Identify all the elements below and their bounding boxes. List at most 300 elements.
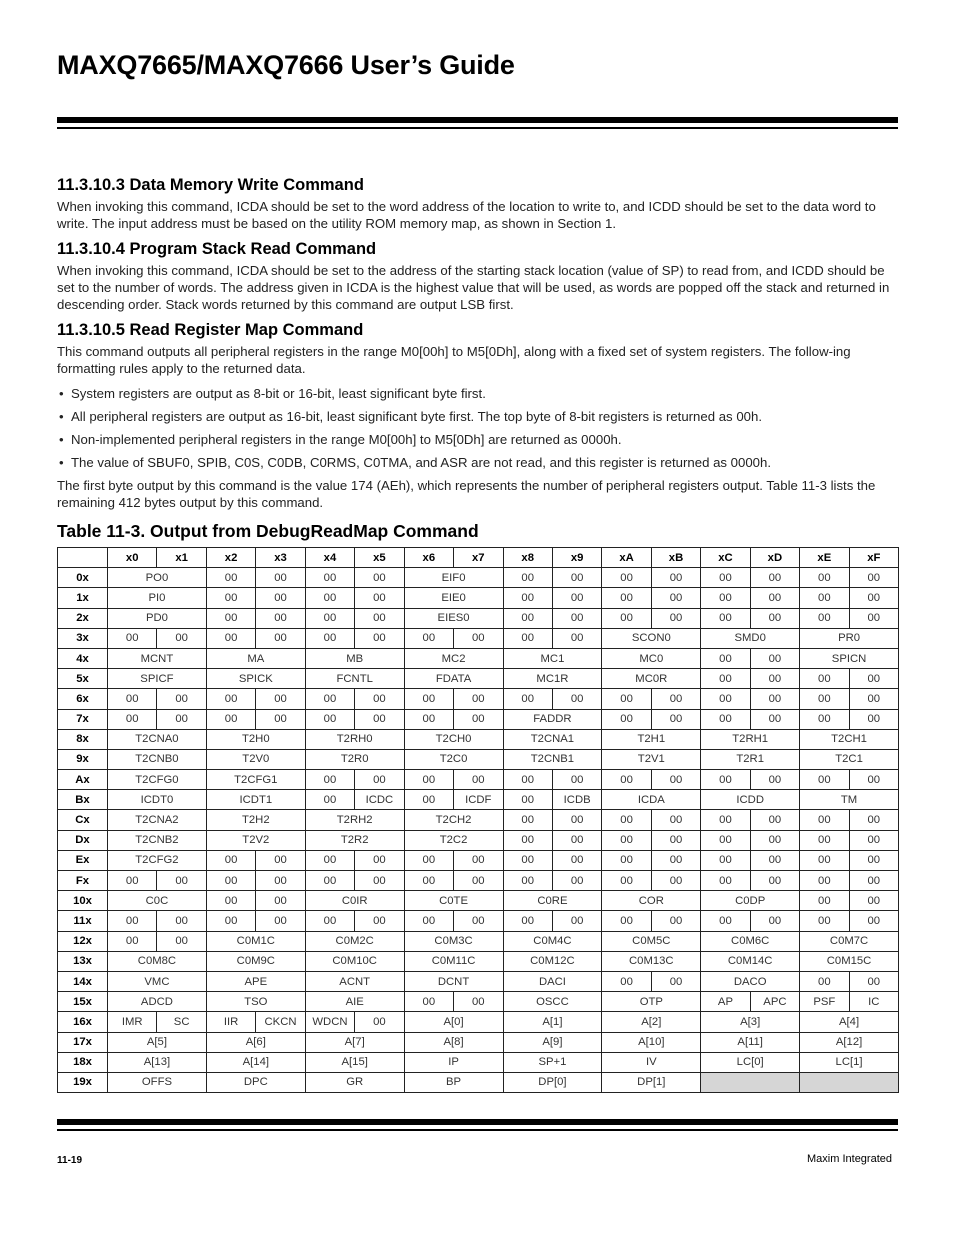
register-cell: EIE0 (404, 588, 503, 608)
register-cell: A[1] (503, 1012, 602, 1032)
register-cell: 00 (108, 931, 157, 951)
register-cell: 00 (404, 850, 453, 870)
register-cell: 00 (849, 911, 898, 931)
column-header: xA (602, 548, 651, 568)
register-cell: 00 (849, 850, 898, 870)
list-item: • Non-implemented peripheral registers in the range M0[00h] to M5[0Dh] are returned as 0000h. (59, 432, 622, 447)
register-cell: 00 (206, 588, 255, 608)
register-cell: 00 (454, 770, 503, 790)
register-cell: T2CNA0 (108, 729, 207, 749)
register-cell: 00 (305, 588, 354, 608)
register-cell: 00 (355, 1012, 404, 1032)
register-cell: 00 (108, 871, 157, 891)
table-row (58, 669, 899, 689)
register-cell: MC1 (503, 648, 602, 668)
register-cell: 00 (750, 588, 799, 608)
register-cell: 00 (503, 911, 552, 931)
column-header: x3 (256, 548, 305, 568)
register-cell: 00 (503, 568, 552, 588)
register-cell: 00 (305, 689, 354, 709)
register-cell: A[5] (108, 1032, 207, 1052)
table-row (58, 709, 899, 729)
table-row (58, 931, 899, 951)
register-cell: T2R1 (701, 749, 800, 769)
column-header: x6 (404, 548, 453, 568)
register-cell: DACO (701, 971, 800, 991)
register-cell: TSO (206, 992, 305, 1012)
register-cell: 00 (503, 770, 552, 790)
table-row (58, 810, 899, 830)
register-cell: 00 (355, 568, 404, 588)
register-cell: A[4] (800, 1012, 899, 1032)
register-cell: SPICF (108, 669, 207, 689)
register-cell: 00 (404, 689, 453, 709)
register-cell: C0M2C (305, 931, 404, 951)
table-title: Table 11-3. Output from DebugReadMap Command (57, 521, 479, 541)
register-cell: MC2 (404, 648, 503, 668)
register-cell: DACI (503, 971, 602, 991)
table-row (58, 608, 899, 628)
list-item: • All peripheral registers are output as 16-bit, least significant byte first. The top byte of 8-bit registers is returned as 00h. (59, 409, 762, 424)
column-header: x8 (503, 548, 552, 568)
register-cell: 00 (701, 830, 750, 850)
register-cell: VMC (108, 971, 207, 991)
register-cell: OFFS (108, 1072, 207, 1092)
register-cell: 00 (206, 608, 255, 628)
register-map-table (57, 547, 899, 1093)
row-header: 13x (58, 951, 108, 971)
document-title: MAXQ7665/MAXQ7666 User’s Guide (57, 50, 515, 80)
register-cell: 00 (404, 790, 453, 810)
register-cell: T2CNA1 (503, 729, 602, 749)
table-row (58, 871, 899, 891)
register-cell: MA (206, 648, 305, 668)
register-cell: 00 (651, 608, 700, 628)
footer-rule-thin (57, 1129, 898, 1131)
register-cell: 00 (157, 628, 206, 648)
register-cell: 00 (800, 911, 849, 931)
register-cell: 00 (849, 689, 898, 709)
row-header: Ex (58, 850, 108, 870)
register-cell: CKCN (256, 1012, 305, 1032)
register-cell: EIF0 (404, 568, 503, 588)
register-cell: 00 (651, 830, 700, 850)
register-cell: 00 (701, 911, 750, 931)
table-row (58, 770, 899, 790)
register-cell: 00 (849, 871, 898, 891)
register-cell: PO0 (108, 568, 207, 588)
register-cell: 00 (305, 628, 354, 648)
register-cell: ICDC (355, 790, 404, 810)
row-header: 1x (58, 588, 108, 608)
register-cell: 00 (750, 608, 799, 628)
register-cell: C0M5C (602, 931, 701, 951)
register-cell: A[6] (206, 1032, 305, 1052)
register-cell: 00 (206, 871, 255, 891)
register-cell: 00 (552, 871, 601, 891)
row-header: 3x (58, 628, 108, 648)
register-cell: C0M8C (108, 951, 207, 971)
table-row (58, 588, 899, 608)
register-cell: LC[0] (701, 1052, 800, 1072)
register-cell: T2C0 (404, 749, 503, 769)
register-cell: 00 (157, 931, 206, 951)
register-cell: 00 (404, 911, 453, 931)
register-cell: MB (305, 648, 404, 668)
register-cell: 00 (849, 971, 898, 991)
bullet-icon: • (59, 409, 64, 424)
register-cell: A[12] (800, 1032, 899, 1052)
register-cell: PR0 (800, 628, 899, 648)
register-cell: 00 (157, 871, 206, 891)
register-cell: 00 (800, 971, 849, 991)
table-row (58, 790, 899, 810)
register-cell: 00 (800, 810, 849, 830)
register-cell: 00 (800, 770, 849, 790)
main-content (57, 176, 898, 1093)
register-cell: 00 (305, 770, 354, 790)
register-cell: T2H1 (602, 729, 701, 749)
row-header: 0x (58, 568, 108, 588)
register-cell: 00 (206, 850, 255, 870)
register-cell: 00 (602, 568, 651, 588)
register-cell: T2RH2 (305, 810, 404, 830)
register-cell: 00 (701, 810, 750, 830)
register-cell: C0TE (404, 891, 503, 911)
row-header: 19x (58, 1072, 108, 1092)
register-cell: 00 (849, 891, 898, 911)
register-cell: 00 (750, 830, 799, 850)
register-cell: 00 (701, 871, 750, 891)
register-cell: 00 (503, 850, 552, 870)
register-cell: T2CNB1 (503, 749, 602, 769)
register-cell: SCON0 (602, 628, 701, 648)
row-header: Cx (58, 810, 108, 830)
table-row (58, 971, 899, 991)
register-cell: GR (305, 1072, 404, 1092)
register-cell: 00 (651, 568, 700, 588)
register-cell: 00 (108, 911, 157, 931)
register-cell: C0M14C (701, 951, 800, 971)
register-cell: 00 (651, 911, 700, 931)
register-cell: C0C (108, 891, 207, 911)
register-cell: T2C2 (404, 830, 503, 850)
register-cell: T2CNB2 (108, 830, 207, 850)
register-cell: 00 (849, 770, 898, 790)
register-cell: 00 (503, 689, 552, 709)
register-cell: 00 (256, 709, 305, 729)
register-cell: T2V0 (206, 749, 305, 769)
register-cell: 00 (651, 709, 700, 729)
register-cell: 00 (355, 770, 404, 790)
register-cell: 00 (651, 689, 700, 709)
header-rule-thick (57, 117, 898, 123)
register-cell: 00 (454, 850, 503, 870)
register-cell: 00 (701, 648, 750, 668)
register-cell: OTP (602, 992, 701, 1012)
register-cell: 00 (503, 790, 552, 810)
register-cell: LC[1] (800, 1052, 899, 1072)
empty-shaded-cell (800, 1072, 899, 1092)
register-cell: 00 (701, 568, 750, 588)
row-header: 17x (58, 1032, 108, 1052)
register-cell: 00 (800, 689, 849, 709)
row-header: 4x (58, 648, 108, 668)
register-cell: MC0 (602, 648, 701, 668)
list-item: • The value of SBUF0, SPIB, C0S, C0DB, C0RMS, C0TMA, and ASR are not read, and this register is returned as 0000h. (59, 455, 771, 470)
register-cell: IMR (108, 1012, 157, 1032)
register-cell: T2CFG0 (108, 770, 207, 790)
register-cell: 00 (157, 911, 206, 931)
register-cell: 00 (305, 850, 354, 870)
register-cell: C0M13C (602, 951, 701, 971)
section-heading-data-memory-write: 11.3.10.3 Data Memory Write Command (57, 176, 364, 194)
column-header: x5 (355, 548, 404, 568)
section-body-program-stack-read: When invoking this command, ICDA should be set to the address of the starting stack location (value of SP) to read from, and ICDD should be set to the number of words. The address given in ICDA is the highest value that will be used, as words are popped off the stack and returned in descending order. Stack words returned by this command are output LSB first. (57, 263, 890, 312)
register-cell: 00 (503, 608, 552, 628)
table-corner-cell (58, 548, 108, 568)
register-cell: 00 (701, 689, 750, 709)
register-cell: IV (602, 1052, 701, 1072)
register-cell: 00 (305, 568, 354, 588)
register-cell: 00 (256, 891, 305, 911)
register-cell: PSF (800, 992, 849, 1012)
register-cell: 00 (206, 568, 255, 588)
register-cell: 00 (552, 770, 601, 790)
column-header: x4 (305, 548, 354, 568)
register-cell: 00 (849, 608, 898, 628)
register-cell: 00 (256, 871, 305, 891)
register-cell: C0M6C (701, 931, 800, 951)
register-cell: 00 (256, 911, 305, 931)
register-cell: T2CH2 (404, 810, 503, 830)
format-rules-list (57, 385, 898, 471)
register-cell: 00 (800, 871, 849, 891)
register-cell: 00 (404, 709, 453, 729)
table-row (58, 992, 899, 1012)
register-cell: C0M7C (800, 931, 899, 951)
register-cell: IP (404, 1052, 503, 1072)
register-cell: 00 (503, 588, 552, 608)
column-header: x7 (454, 548, 503, 568)
register-cell: 00 (602, 608, 651, 628)
footer-rule-thick (57, 1119, 898, 1125)
register-cell: 00 (355, 850, 404, 870)
register-cell: 00 (750, 850, 799, 870)
register-cell: 00 (552, 689, 601, 709)
register-cell: C0M10C (305, 951, 404, 971)
register-cell: 00 (701, 850, 750, 870)
register-cell: 00 (602, 850, 651, 870)
register-cell: 00 (750, 770, 799, 790)
table-row (58, 749, 899, 769)
register-cell: 00 (651, 871, 700, 891)
column-header: x9 (552, 548, 601, 568)
register-cell: A[3] (701, 1012, 800, 1032)
table-row (58, 830, 899, 850)
register-cell: 00 (750, 709, 799, 729)
row-header: 5x (58, 669, 108, 689)
register-cell: 00 (602, 770, 651, 790)
register-cell: 00 (404, 871, 453, 891)
register-cell: MC1R (503, 669, 602, 689)
row-header: 16x (58, 1012, 108, 1032)
register-cell: T2RH1 (701, 729, 800, 749)
row-header: 2x (58, 608, 108, 628)
register-cell: T2CNA2 (108, 810, 207, 830)
register-cell: 00 (552, 628, 601, 648)
row-header: Ax (58, 770, 108, 790)
register-cell: 00 (800, 850, 849, 870)
register-cell: EIES0 (404, 608, 503, 628)
register-cell: 00 (800, 588, 849, 608)
table-row (58, 1072, 899, 1092)
register-cell: COR (602, 891, 701, 911)
column-header: xC (701, 548, 750, 568)
register-cell: APE (206, 971, 305, 991)
column-header: x1 (157, 548, 206, 568)
register-cell: 00 (503, 810, 552, 830)
register-cell: 00 (602, 971, 651, 991)
register-cell: T2CFG1 (206, 770, 305, 790)
register-cell: 00 (800, 568, 849, 588)
register-cell: C0M1C (206, 931, 305, 951)
register-cell: ICDT1 (206, 790, 305, 810)
table-row (58, 648, 899, 668)
register-cell: C0IR (305, 891, 404, 911)
register-cell: 00 (552, 911, 601, 931)
table-row (58, 911, 899, 931)
register-cell: T2CNB0 (108, 749, 207, 769)
register-cell: 00 (404, 992, 453, 1012)
column-header: xF (849, 548, 898, 568)
row-header: 12x (58, 931, 108, 951)
register-cell: TM (800, 790, 899, 810)
register-cell: 00 (800, 891, 849, 911)
register-cell: APC (750, 992, 799, 1012)
register-cell: A[0] (404, 1012, 503, 1032)
bullet-icon: • (59, 432, 64, 447)
register-cell: 00 (602, 689, 651, 709)
register-cell: 00 (503, 628, 552, 648)
table-row (58, 850, 899, 870)
register-cell: C0M4C (503, 931, 602, 951)
row-header: Dx (58, 830, 108, 850)
register-cell: 00 (503, 830, 552, 850)
register-cell: IIR (206, 1012, 255, 1032)
register-cell: 00 (651, 588, 700, 608)
register-cell: 00 (355, 608, 404, 628)
register-cell: A[10] (602, 1032, 701, 1052)
register-cell: 00 (355, 911, 404, 931)
register-cell: ICDA (602, 790, 701, 810)
register-cell: MC0R (602, 669, 701, 689)
register-cell: 00 (701, 588, 750, 608)
bullet-icon: • (59, 455, 64, 470)
register-cell: 00 (701, 608, 750, 628)
register-cell: PI0 (108, 588, 207, 608)
table-row (58, 951, 899, 971)
register-cell: 00 (602, 830, 651, 850)
register-cell: 00 (256, 689, 305, 709)
register-cell: 00 (355, 871, 404, 891)
register-cell: 00 (701, 669, 750, 689)
register-cell: A[13] (108, 1052, 207, 1072)
register-cell: 00 (800, 709, 849, 729)
register-cell: 00 (256, 568, 305, 588)
register-cell: 00 (750, 810, 799, 830)
register-cell: 00 (552, 830, 601, 850)
register-cell: OSCC (503, 992, 602, 1012)
row-header: Fx (58, 871, 108, 891)
register-cell: C0M9C (206, 951, 305, 971)
register-cell: 00 (849, 830, 898, 850)
register-cell: 00 (157, 689, 206, 709)
section-closing-read-register-map: The first byte output by this command is the value 174 (AEh), which represents the number of peripheral registers output. Table 11-3 lists the remaining 412 bytes output by this command. (57, 478, 876, 510)
register-cell: 00 (355, 588, 404, 608)
register-cell: 00 (552, 810, 601, 830)
register-cell: A[11] (701, 1032, 800, 1052)
register-cell: DCNT (404, 971, 503, 991)
register-cell: ICDB (552, 790, 601, 810)
register-cell: 00 (256, 588, 305, 608)
table-row (58, 628, 899, 648)
table-row (58, 891, 899, 911)
column-header: xD (750, 548, 799, 568)
register-cell: 00 (454, 628, 503, 648)
register-cell: 00 (454, 689, 503, 709)
register-cell: 00 (256, 850, 305, 870)
row-header: 11x (58, 911, 108, 931)
register-cell: 00 (602, 588, 651, 608)
register-cell: 00 (849, 588, 898, 608)
row-header: 6x (58, 689, 108, 709)
bullet-icon: • (59, 386, 64, 401)
register-cell: 00 (750, 669, 799, 689)
register-cell: AIE (305, 992, 404, 1012)
list-item: • System registers are output as 8-bit or 16-bit, least significant byte first. (59, 386, 486, 401)
register-cell: 00 (651, 810, 700, 830)
footer-brand: Maxim Integrated (807, 1153, 892, 1165)
register-cell: DPC (206, 1072, 305, 1092)
register-cell: FDATA (404, 669, 503, 689)
register-cell: T2CH0 (404, 729, 503, 749)
register-cell: SC (157, 1012, 206, 1032)
register-cell: 00 (651, 971, 700, 991)
register-cell: SPICK (206, 669, 305, 689)
register-cell: 00 (256, 628, 305, 648)
register-cell: 00 (404, 628, 453, 648)
register-cell: C0M15C (800, 951, 899, 971)
register-cell: WDCN (305, 1012, 354, 1032)
column-header: xB (651, 548, 700, 568)
register-cell: MCNT (108, 648, 207, 668)
register-cell: SP+1 (503, 1052, 602, 1072)
register-cell: 00 (454, 871, 503, 891)
register-cell: A[9] (503, 1032, 602, 1052)
register-cell: T2V2 (206, 830, 305, 850)
register-cell: 00 (206, 911, 255, 931)
register-cell: 00 (355, 709, 404, 729)
register-cell: 00 (305, 709, 354, 729)
column-header: x2 (206, 548, 255, 568)
register-cell: 00 (800, 669, 849, 689)
register-cell: 00 (701, 770, 750, 790)
register-cell: 00 (552, 850, 601, 870)
register-cell: ACNT (305, 971, 404, 991)
register-cell: A[14] (206, 1052, 305, 1072)
register-cell: BP (404, 1072, 503, 1092)
